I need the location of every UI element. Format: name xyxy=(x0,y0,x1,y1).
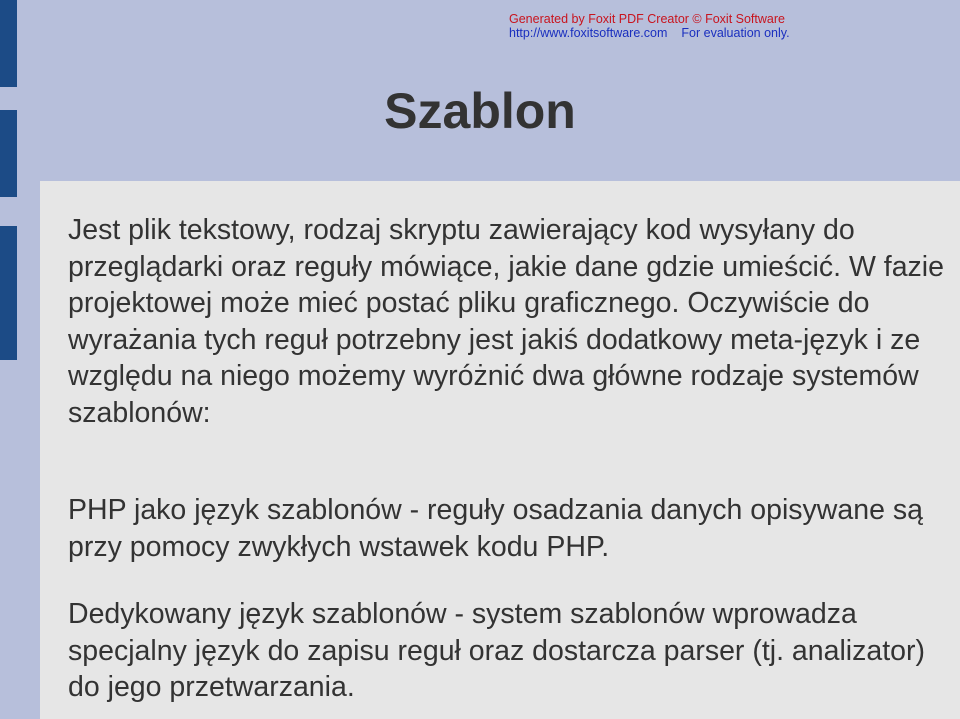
content-box xyxy=(40,181,960,719)
foxit-watermark xyxy=(509,12,790,40)
paragraph-definition: Jest plik tekstowy, rodzaj skryptu zawierający kod wysyłany do przeglądarki oraz reguły mówiące, jakie dane gdzie umieścić. W fazie projektowej może mieć postać pliku graficznego. Oczywiście do wyrażania tych reguł potrzebny jest jakiś dodatkowy meta-język i ze względu na niego możemy wyróżnić dwa główne rodzaje systemów szablonów: xyxy=(68,214,944,429)
watermark-eval-note: For evaluation only. xyxy=(681,26,790,40)
paragraph-php-templates: PHP jako język szablonów - reguły osadzania danych opisywane są przy pomocy zwykłych wstawek kodu PHP. xyxy=(68,494,923,563)
watermark-generated-by: Generated by Foxit PDF Creator © Foxit Software xyxy=(509,12,785,26)
slide-title: Szablon xyxy=(384,83,576,139)
paragraph-dedicated-language: Dedykowany język szablonów - system szablonów wprowadza specjalny język do zapisu reguł oraz dostarcza parser (tj. analizator) do jego przetwarzania. xyxy=(68,598,925,703)
watermark-url-line xyxy=(509,26,790,40)
watermark-url[interactable]: http://www.foxitsoftware.com xyxy=(509,26,668,40)
side-bar-top xyxy=(0,0,17,87)
side-bar-bottom xyxy=(0,226,17,360)
